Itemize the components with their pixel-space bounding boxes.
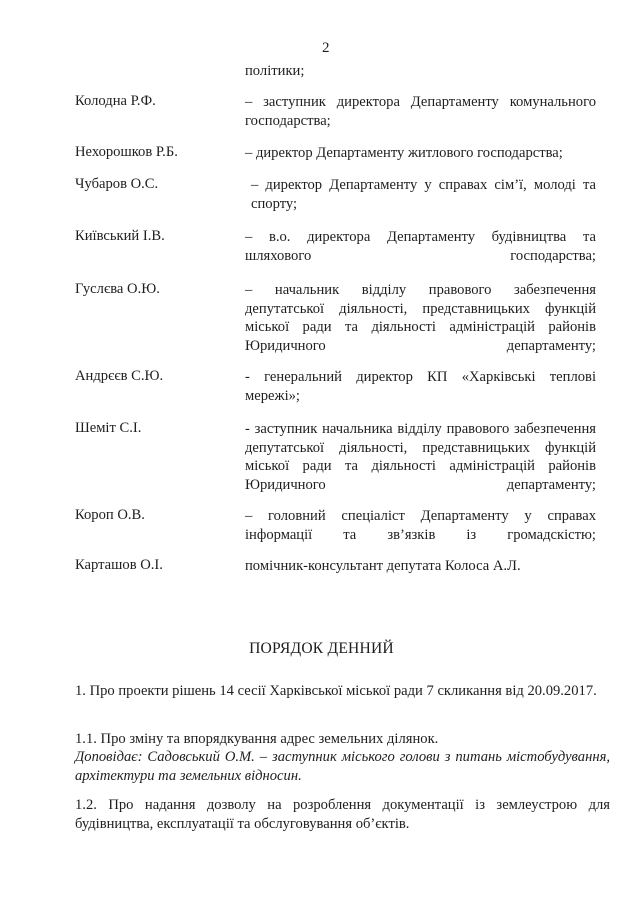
page-number: 2 [322,40,330,56]
agenda-title: ПОРЯДОК ДЕННИЙ [249,640,394,657]
attendee-role: – головний спеціаліст Департаменту у справах інформації та зв’язків із громадскістю; [245,508,596,543]
attendee-name: Андрєєв С.Ю. [75,368,164,384]
agenda-item-1-1-speaker: Доповідає: Садовський О.М. – заступник міського голови з питань містобудування, архітектури та земельних відносин. [75,749,610,784]
attendee-name: Нехорошков Р.Б. [75,144,178,160]
attendee-role: – заступник директора Департаменту комунального господарства; [245,94,596,129]
attendee-role: – директор Департаменту житлового господарства; [245,145,563,161]
attendee-name: Київський І.В. [75,228,165,244]
attendee-role: помічник-консультант депутата Колоса А.Л. [245,558,521,574]
attendee-name: Карташов О.І. [75,557,163,573]
attendee-role: – начальник відділу правового забезпечення депутатської діяльності, представницьких функцій міської ради та діяльності адміністрацій районів Юридичного департаменту; [245,282,596,354]
agenda-item-1-2: 1.2. Про надання дозволу на розроблення документації із землеустрою для будівництва, експлуатації та обслуговування об’єктів. [75,797,610,832]
role-continuation: політики; [245,63,305,79]
attendee-role: – в.о. директора Департаменту будівництва та шляхового господарства; [245,229,596,264]
attendee-name: Чубаров О.С. [75,176,159,192]
attendee-name: Колодна Р.Ф. [75,93,156,109]
attendee-name: Гуслєва О.Ю. [75,281,160,297]
attendee-role: – директор Департаменту у справах сім’ї, молоді та спорту; [251,177,596,212]
agenda-item-1: 1. Про проекти рішень 14 сесії Харківської міської ради 7 скликання від 20.09.2017. [75,683,597,699]
agenda-item-1-1: 1.1. Про зміну та впорядкування адрес земельних ділянок. [75,731,439,747]
attendee-name: Короп О.В. [75,507,145,523]
attendee-role: - генеральний директор КП «Харківські теплові мережі»; [245,369,596,404]
attendee-role: - заступник начальника відділу правового забезпечення депутатської діяльності, представницьких функцій міської ради та діяльності адміністрацій районів Юридичного департаменту; [245,421,596,493]
attendee-name: Шеміт С.І. [75,420,142,436]
